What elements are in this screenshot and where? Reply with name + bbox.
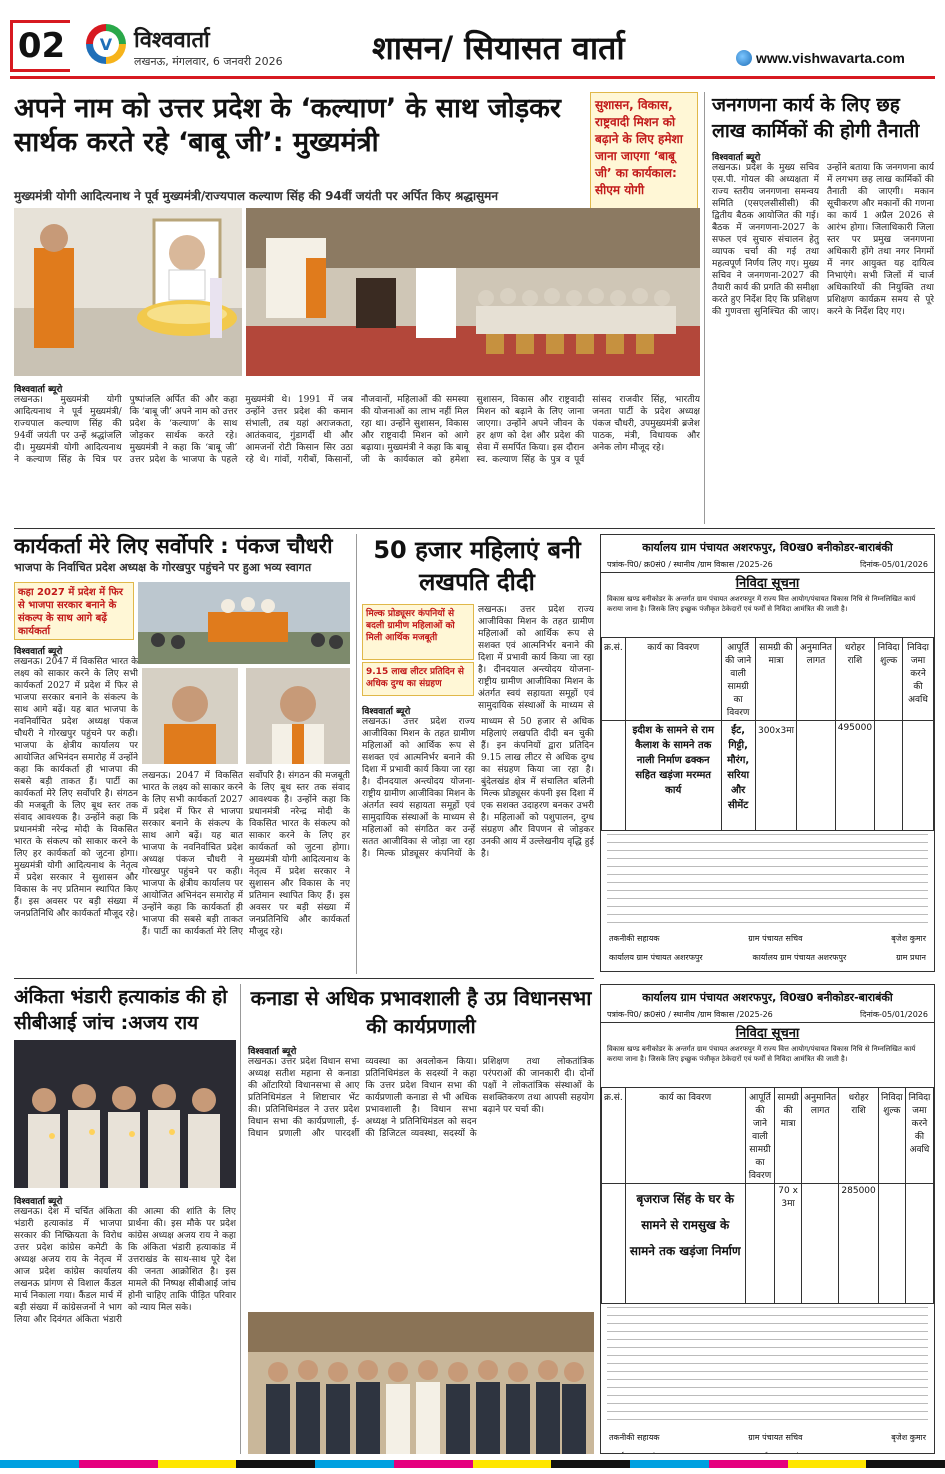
bjp-photo-portrait-2 <box>246 668 350 764</box>
ankita-byline: विश्ववार्ता ब्यूरो <box>14 1197 63 1207</box>
signer-office-2: कार्यालय ग्राम पंचायत अशरफपुर <box>752 953 847 962</box>
signer-1: तकनीकी सहायक <box>609 934 660 943</box>
col-qty: सामग्री की मात्रा <box>775 1088 802 1184</box>
col-materials: आपूर्ति की जाने वाली सामग्री का विवरण <box>745 1088 774 1184</box>
bjp-highlight: कहा 2027 में प्रदेश में फिर से भाजपा सरकार बनाने के संकल्प के साथ आगे बढ़ें कार्यकर्ता <box>14 582 134 640</box>
tender-work: बृजराज सिंह के घर के सामने से रामसुख के सामने तक खड़ंजा निर्माण <box>625 1184 745 1304</box>
signer-office-3 <box>896 1451 926 1454</box>
lead-body: लखनऊ। मुख्यमंत्री योगी आदित्यनाथ ने पूर्व मुख्यमंत्री/राज्यपाल कल्याण सिंह की 94वीं जयंती पर उन्हें श्रद्धांजलि दी। मुख्यमंत्री योगी आदित्यनाथ ने कल्याण सिंह के चित्र पर पुष्पांजलि अर्पित की और कहा कि ‘बाबू जी’ अपने नाम को उत्तर प्रदेश के ‘कल्याण’ के साथ जोड़कर सार्थक करते रहे। मुख्यमंत्री ने कहा कि ‘बाबू जी’ उत्तर प्रदेश के भाजपा के पहले मुख्यमंत्री थे। 1991 में जब उन्होंने उत्तर प्रदेश की कमान संभाली, तब यहां अराजकता, आतंकवाद, गुंडागर्दी थी और आमजनों रोटी किसान सिर उठा रहे थे। गांवों, गरीबों, किसानों, नौजवानों, महिलाओं की समस्या की योजनाओं का लाभ नहीं मिल रहा था। उन्होंने सुशासन, विकास और राष्ट्रवादी मिशन को आगे बढ़ाया। मुख्यमंत्री ने कहा कि बाबू जी के कार्यकाल को हमेशा सुशासन, विकास और राष्ट्रवादी मिशन को बढ़ाने के लिए जाना जाएगा। उन्होंने अपने जीवन के हर क्षण को देश और प्रदेश की सेवा में समर्पित किया। इस दौरान स्व. कल्याण सिंह के पुत्र व पूर्व सांसद राजवीर सिंह, भारतीय जनता पार्टी के प्रदेश अध्यक्ष पंकज चौधरी, उपमुख्यमंत्री ब्रजेश पाठक, मंत्री, विधायक और अनेक लोग मौजूद रहे। <box>14 395 700 465</box>
lead-byline: विश्ववार्ता ब्यूरो <box>14 385 63 395</box>
bjp-body: लखनऊ। 2047 में विकसित भारत के लक्ष्य को साकार करने के लिए सभी कार्यकर्ता 2027 में प्रदेश में फिर से भाजपा सरकार बनाने के संकल्प के साथ आगे बढ़ें। यह बात भाजपा के नवनिर्वाचित प्रदेश अध्यक्ष पंकज चौधरी ने गोरखपुर पहुंचने पर कही। भाजपा के क्षेत्रीय कार्यालय पर आयोजित अभिनंदन समारोह में उन्होंने कहा कि कार्यकर्ता ही भाजपा की सबसे बड़ी ताकत हैं। पार्टी का कार्यकर्ता मेरे लिए सर्वोपरि है। संगठन की मजबूती के लिए बूथ स्तर तक संवाद आवश्यक है। उन्होंने कहा कि प्रधानमंत्री नरेन्द्र मोदी के विकसित भारत के संकल्प को साकार करने के लिए हर कार्यकर्ता को जुटना होगा। मुख्यमंत्री योगी आदित्यनाथ के नेतृत्व में प्रदेश सरकार ने सुशासन और विकास के नए प्रतिमान स्थापित किए हैं। इस अवसर पर बड़ी संख्या में जनप्रतिनिधि और कार्यकर्ता मौजूद रहे। <box>14 657 138 919</box>
tender-terms <box>601 831 934 929</box>
col-fee: निविदा शुल्क <box>875 638 903 721</box>
canada-headline: कनाडा से अधिक प्रभावशाली है उप्र विधानसभा की कार्यप्रणाली <box>250 986 592 1038</box>
bjp-headline: कार्यकर्ता मेरे लिए सर्वोपरि : पंकज चौधरी <box>14 534 333 558</box>
tender-work: इदीश के सामने से राम कैलाश के सामने तक नाली निर्माण ढक्कन सहित खड़ंजा मरम्मत कार्य <box>625 721 721 831</box>
tender-intro: विकास खण्ड बनीकोडर के अन्तर्गत ग्राम पंचायत अशरफपुर में राज्य वित्त आयोग/पंचायत विकास निधि से निम्नलिखित कार्य कराया जाना है। जिसके लिए इच्छुक पंजीकृत ठेकेदारों एवं फर्मों से निविदा आमंत्रित की जाती है। <box>607 1045 916 1063</box>
col-sno: क्र.सं. <box>602 1088 626 1184</box>
lead-photo-event <box>246 208 700 376</box>
women-highlight-2: 9.15 लाख लीटर प्रतिदिन से अधिक दुग्ध का संग्रहण <box>362 662 474 696</box>
signer-3: बृजेश कुमार <box>891 934 926 943</box>
table-row <box>602 721 934 831</box>
lead-headline: अपने नाम को उत्तर प्रदेश के ‘कल्याण’ के साथ जोड़कर सार्थक करते रहे ‘बाबू जी’: मुख्यमंत्री <box>14 93 561 158</box>
masthead <box>0 0 945 80</box>
signer-office-3: ग्राम प्रधान <box>896 953 926 962</box>
lead-photo-portrait <box>14 208 242 376</box>
canada-byline: विश्ववार्ता ब्यूरो <box>248 1047 297 1057</box>
header-rule <box>10 76 935 79</box>
tender-table <box>601 637 934 831</box>
signer-office-1: कार्यालय ग्राम पंचायत अशरफपुर <box>609 953 703 962</box>
tender-qty: 300x3मा <box>755 721 797 831</box>
signer-1: तकनीकी सहायक <box>609 1433 660 1442</box>
section-rule <box>14 978 594 979</box>
lead-deck: मुख्यमंत्री योगी आदित्यनाथ ने पूर्व मुख्यमंत्री/राज्यपाल कल्याण सिंह की 94वीं जयंती पर अर्पित किए श्रद्धासुमन <box>14 189 499 203</box>
col-work: कार्य का विवरण <box>625 638 721 721</box>
page-number: 02 <box>10 20 70 72</box>
tender-signatures <box>601 929 934 948</box>
column-divider <box>356 534 357 974</box>
census-headline: जनगणना कार्य के लिए छह लाख कार्मिकों की होगी तैनाती <box>712 94 920 142</box>
col-sno: क्र.सं. <box>602 638 626 721</box>
tender-ref: पत्रांक-पि0/ क्र0सं0 / स्थानीय /ग्राम विकास /2025-26 <box>607 560 773 569</box>
bjp-photo-portrait-1 <box>142 668 238 764</box>
tender-title: निविदा सूचना <box>735 576 800 591</box>
dateline: लखनऊ, मंगलवार, 6 जनवरी 2026 <box>134 55 283 68</box>
women-highlight-1: मिल्क प्रोड्यूसर कंपनियों से बदली ग्रामीण महिलाओं को मिली आर्थिक मजबूती <box>362 604 474 660</box>
tender-meta <box>601 1007 934 1023</box>
tender-amount: 285000 <box>839 1184 878 1304</box>
col-qty: सामग्री की मात्रा <box>755 638 797 721</box>
col-deposit: धरोहर राशि <box>835 638 875 721</box>
section-title: शासन/ सियासत वार्ता <box>372 29 625 67</box>
signer-office-1 <box>609 1451 703 1454</box>
col-period: निविदा जमा करने की अवधि <box>903 638 934 721</box>
col-fee: निविदा शुल्क <box>878 1088 905 1184</box>
ankita-headline: अंकिता भंडारी हत्याकांड की हो सीबीआई जांच :अजय राय <box>14 986 228 1034</box>
women-headline: 50 हजार महिलाएं बनी लखपति दीदी <box>373 536 581 596</box>
col-work: कार्य का विवरण <box>625 1088 745 1184</box>
website-link[interactable]: www.vishwavarta.com <box>756 50 905 66</box>
census-byline: विश्ववार्ता ब्यूरो <box>712 153 761 163</box>
col-cost: अनुमानित लागत <box>797 638 835 721</box>
tender-office: कार्यालय ग्राम पंचायत अशरफपुर, वि0ख0 बनीकोडर-बाराबंकी <box>642 991 893 1004</box>
tender-materials: ईंट, गिट्टी, मौरंग, सरिया और सीमेंट <box>721 721 755 831</box>
canada-body: लखनऊ। उत्तर प्रदेश विधान सभा अध्यक्ष सतीश महाना से कनाडा की ओंटारियो विधानसभा से आए प्रतिनिधिमंडल ने शिष्टाचार भेंट की। प्रतिनिधिमंडल ने उत्तर प्रदेश विधान सभा की कार्यप्रणाली, ई-विधान प्रणाली और पारदर्शी व्यवस्था का अवलोकन किया। प्रतिनिधिमंडल के सदस्यों ने कहा कि उत्तर प्रदेश विधान सभा की कार्यप्रणाली कनाडा से भी अधिक प्रभावशाली है। विधान सभा अध्यक्ष ने प्रतिनिधिमंडल को सदन की डिजिटल व्यवस्था, सदस्यों के प्रशिक्षण तथा लोकतांत्रिक परंपराओं की जानकारी दी। दोनों पक्षों ने लोकतांत्रिक संस्थाओं के सशक्तिकरण तथा आपसी सहयोग बढ़ाने पर चर्चा की। <box>248 1057 594 1139</box>
tender-signer-offices <box>601 948 934 967</box>
women-body-top: लखनऊ। उत्तर प्रदेश राज्य आजीविका मिशन के तहत ग्रामीण महिलाओं को आर्थिक रूप से सशक्त एवं आत्मनिर्भर बनाने की दिशा में प्रभावी कार्य किया जा रहा है। दीनदयाल अन्त्योदय योजना-राष्ट्रीय ग्रामीण आजीविका मिशन के अंतर्गत स्वयं सहायता समूहों एवं सामुदायिक संस्थाओं के माध्यम से <box>478 605 594 711</box>
bjp-body-cont: लखनऊ। 2047 में विकसित भारत के लक्ष्य को साकार करने के लिए सभी कार्यकर्ता 2027 में प्रदेश में फिर से भाजपा सरकार बनाने के संकल्प के साथ आगे बढ़ें। यह बात भाजपा के नवनिर्वाचित प्रदेश अध्यक्ष पंकज चौधरी ने गोरखपुर पहुंचने पर कही। भाजपा के क्षेत्रीय कार्यालय पर आयोजित अभिनंदन समारोह में उन्होंने कहा कि कार्यकर्ता ही भाजपा की सबसे बड़ी ताकत हैं। पार्टी का कार्यकर्ता मेरे लिए सर्वोपरि है। संगठन की मजबूती के लिए बूथ स्तर तक संवाद आवश्यक है। उन्होंने कहा कि प्रधानमंत्री नरेन्द्र मोदी के विकसित भारत के संकल्प को साकार करने के लिए हर कार्यकर्ता को जुटना होगा। मुख्यमंत्री योगी आदित्यनाथ के नेतृत्व में प्रदेश सरकार ने सुशासन और विकास के नए प्रतिमान स्थापित किए हैं। इस अवसर पर बड़ी संख्या में जनप्रतिनिधि और कार्यकर्ता मौजूद रहे। <box>142 771 350 937</box>
tender-notice-1 <box>600 534 935 972</box>
tender-signer-offices <box>601 1447 934 1454</box>
signer-2: ग्राम पंचायत सचिव <box>748 1433 803 1442</box>
ankita-body: लखनऊ। देश में चर्चित अंकिता भंडारी हत्याकांड में भाजपा सरकार की निष्क्रियता के विरोध उत्तर प्रदेश कांग्रेस कमेटी के अध्यक्ष अजय राय के नेतृत्व में आज प्रदेश कांग्रेस कार्यालय लखनऊ प्रांगण से विशाल कैंडल मार्च निकाला गया। कैंडल मार्च में बड़ी संख्या में कांग्रेसजनों ने भाग लिया और दिवंगत अंकिता भंडारी की आत्मा की शांति के लिए प्रार्थना की। इस मौके पर प्रदेश कांग्रेस अध्यक्ष अजय राय ने कहा कि अंकिता भंडारी हत्याकांड में उत्तराखंड के साथ-साथ पूरे देश की जनता आक्रोशित है। इस मामले की निष्पक्ष सीबीआई जांच होनी चाहिए ताकि पीड़ित परिवार को न्याय मिल सके। <box>14 1207 236 1325</box>
tender-terms <box>601 1304 934 1428</box>
color-registration-strip <box>0 1460 945 1468</box>
globe-icon <box>736 50 752 66</box>
tender-notice-2 <box>600 984 935 1454</box>
brand-logo-icon: V <box>86 24 126 64</box>
tender-office: कार्यालय ग्राम पंचायत अशरफपुर, वि0ख0 बनीकोडर-बाराबंकी <box>642 541 893 554</box>
signer-3: बृजेश कुमार <box>891 1433 926 1442</box>
tender-title: निविदा सूचना <box>735 1026 800 1041</box>
section-rule <box>14 528 935 529</box>
column-divider <box>704 92 705 524</box>
bjp-byline: विश्ववार्ता ब्यूरो <box>14 647 63 657</box>
tender-meta <box>601 557 934 573</box>
tender-signatures <box>601 1428 934 1447</box>
col-period: निविदा जमा करने की अवधि <box>905 1088 933 1184</box>
bjp-deck: भाजपा के निर्वाचित प्रदेश अध्यक्ष के गोरखपुर पहुंचने पर हुआ भव्य स्वागत <box>14 561 312 574</box>
tender-amount: 495000 <box>835 721 875 831</box>
women-body: लखनऊ। उत्तर प्रदेश राज्य आजीविका मिशन के तहत ग्रामीण महिलाओं को आर्थिक रूप से सशक्त एवं आत्मनिर्भर बनाने की दिशा में प्रभावी कार्य किया जा रहा है। दीनदयाल अन्त्योदय योजना-राष्ट्रीय ग्रामीण आजीविका मिशन के अंतर्गत स्वयं सहायता समूहों एवं सामुदायिक संस्थाओं के माध्यम से महिलाओं को संगठित कर उन्हें सतत आजीविका से जोड़ा जा रहा है। मिल्क प्रोड्यूसर कंपनियों के माध्यम से 50 हजार से अधिक महिलाएं लखपति दीदी बन चुकी हैं। इन कंपनियों द्वारा प्रतिदिन 9.15 लाख लीटर से अधिक दुग्ध का संग्रहण किया जा रहा है। बुंदेलखंड क्षेत्र में संचालित बलिनी मिल्क प्रोड्यूसर कंपनी इस दिशा में एक सशक्त उदाहरण बनकर उभरी है। महिलाओं को पशुपालन, दुग्ध संग्रहण और विपणन से जोड़कर उनकी आय में उल्लेखनीय वृद्धि हुई है। <box>362 717 594 859</box>
tender-ref: पत्रांक-पि0/ क्र0सं0 / स्थानीय /ग्राम विकास /2025-26 <box>607 1010 773 1019</box>
women-byline: विश्ववार्ता ब्यूरो <box>362 707 411 717</box>
bjp-photo-rally <box>138 582 350 664</box>
col-deposit: धरोहर राशि <box>839 1088 878 1184</box>
tender-table <box>601 1087 934 1304</box>
signer-office-2 <box>753 1451 847 1454</box>
tender-date: दिनांक-05/01/2026 <box>860 560 928 569</box>
tender-qty: 70 x 3मा <box>775 1184 802 1304</box>
canada-photo <box>248 1312 594 1454</box>
tender-intro: विकास खण्ड बनीकोडर के अन्तर्गत ग्राम पंचायत अशरफपुर में राज्य वित्त आयोग/पंचायत विकास निधि से निम्नलिखित कार्य कराया जाना है। जिसके लिए इच्छुक पंजीकृत ठेकेदारों एवं फर्मों से निविदा आमंत्रित की जाती है। <box>607 595 916 613</box>
tender-date: दिनांक-05/01/2026 <box>860 1010 928 1019</box>
lead-highlight: सुशासन, विकास, राष्ट्रवादी मिशन को बढ़ाने के लिए हमेशा जाना जाएगा ‘बाबू जी’ का कार्यकाल: सीएम योगी <box>590 92 698 210</box>
col-materials: आपूर्ति की जाने वाली सामग्री का विवरण <box>721 638 755 721</box>
ankita-photo <box>14 1040 236 1188</box>
brand-name: विश्ववार्ता <box>134 28 210 53</box>
census-body: लखनऊ। प्रदेश के मुख्य सचिव एस.पी. गोयल की अध्यक्षता में राज्य स्तरीय जनगणना समन्वय समिति (एसएलसीसीसी) की द्वितीय बैठक आयोजित की गई। बैठक में जनगणना-2027 के सफल एवं सुचारु संचालन हेतु व्यापक चर्चा की गई तथा महत्वपूर्ण निर्णय लिए गए। मुख्य सचिव ने जनगणना-2027 की तैयारी कार्य की प्रगति की समीक्षा करते हुए निर्देश दिए कि प्रशिक्षण की गुणवत्ता सुनिश्चित की जाए। उन्होंने बताया कि जनगणना कार्य में लगभग छह लाख कार्मिकों की तैनाती की जाएगी। मकान सूचीकरण और मकानों की गणना का कार्य 1 अप्रैल 2026 से आरंभ होगा। जिलाधिकारी जिला स्तर पर प्रमुख जनगणना अधिकारी होंगे तथा नगर निगमों में नगर आयुक्त यह दायित्व निभाएंगे। सभी जिलों में चार्ज अधिकारियों की नियुक्ति तथा प्रशिक्षण कार्यक्रम समय से पूरे करने के निर्देश दिए गए। <box>712 163 934 317</box>
signer-2: ग्राम पंचायत सचिव <box>748 934 803 943</box>
col-cost: अनुमानित लागत <box>801 1088 838 1184</box>
table-row <box>602 1184 934 1304</box>
column-divider <box>240 984 241 1454</box>
